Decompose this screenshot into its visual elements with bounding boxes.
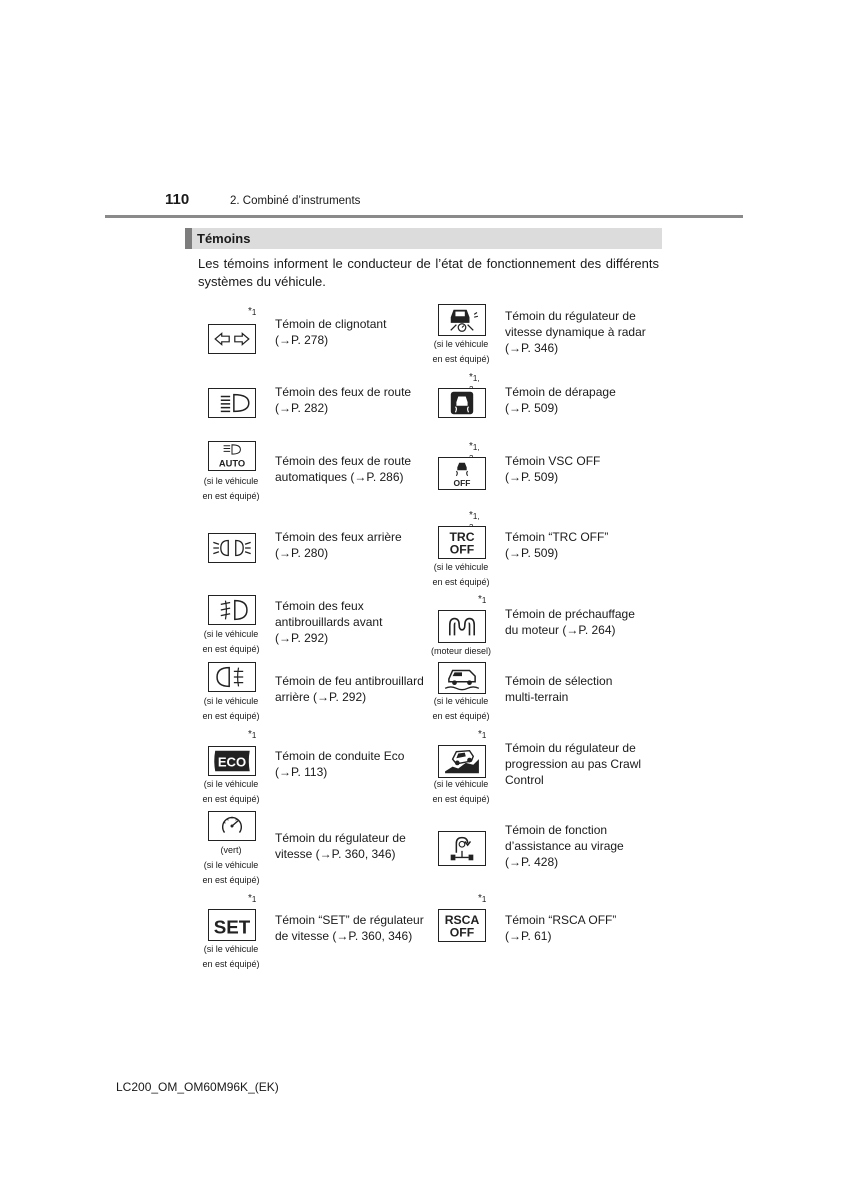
desc-line: (→P. 428) xyxy=(505,855,559,869)
desc-line: Témoin des feux xyxy=(275,599,364,613)
footnote-marker: $*_1$ xyxy=(248,729,257,740)
slip-icon xyxy=(438,388,486,418)
footnote-marker: $*_{1,}$ xyxy=(469,510,480,521)
desc-line: (→P. 292) xyxy=(275,631,329,645)
desc-line: Témoin VSC OFF xyxy=(505,454,601,468)
desc-line: multi-terrain xyxy=(505,690,569,704)
footnote-marker: $*_1$ xyxy=(248,306,257,317)
availability-note: (si le véhicule en est équipé) xyxy=(202,696,260,721)
desc-line: de vitesse (→P. 360, 346) xyxy=(275,929,413,943)
desc-line: Témoin des feux de route xyxy=(275,454,412,468)
desc-line: progression au pas Crawl xyxy=(505,757,642,771)
desc-line: Témoin de conduite Eco xyxy=(275,749,405,763)
desc-line: Témoin de sélection xyxy=(505,674,613,688)
rear-fog-light-icon xyxy=(208,662,256,692)
chapter-title: 2. Combiné d’instruments xyxy=(230,195,361,207)
desc-line: Témoin “TRC OFF” xyxy=(505,530,609,544)
svg-text:TRC: TRC xyxy=(449,530,475,545)
desc-line: Témoin des feux de route xyxy=(275,385,412,399)
auto-high-beam-icon xyxy=(208,441,256,471)
footnote-marker: $*_1$ xyxy=(478,893,487,904)
desc-line: Témoin de préchauffage xyxy=(505,607,635,621)
desc-line: Témoin du régulateur de xyxy=(275,831,406,845)
desc-line: Control xyxy=(505,773,544,787)
desc-line: d’assistance au virage xyxy=(505,839,624,853)
crawl-control-icon xyxy=(438,745,486,778)
desc-line: Témoin du régulateur de xyxy=(505,309,636,323)
intro-paragraph: Les témoins informent le conducteur de l’état de fonctionnement des différents systèmes du véhicule. xyxy=(198,256,659,289)
availability-note: (si le véhicule en est équipé) xyxy=(202,629,260,654)
svg-text:AUTO: AUTO xyxy=(218,458,246,469)
desc-line: (→P. 282) xyxy=(275,401,329,415)
desc-line: Témoin “RSCA OFF” xyxy=(505,913,617,927)
desc-line: (→P. 280) xyxy=(275,546,329,560)
desc-line: Témoin de fonction xyxy=(505,823,608,837)
availability-note: (moteur diesel) xyxy=(430,646,492,656)
availability-note: (si le véhicule en est équipé) xyxy=(432,339,490,364)
desc-line: (→P. 509) xyxy=(505,546,559,560)
desc-line: Témoin de clignotant xyxy=(275,317,387,331)
desc-line: Témoin du régulateur de xyxy=(505,741,636,755)
front-fog-light-icon xyxy=(208,595,256,625)
header-rule xyxy=(105,215,743,218)
desc-line: (→P. 346) xyxy=(505,341,559,355)
desc-line: Témoin de dérapage xyxy=(505,385,616,399)
footnote-marker: $*_{1,}$ xyxy=(469,441,480,452)
desc-line: (→P. 113) xyxy=(275,765,328,779)
page-number: 110 xyxy=(165,191,190,208)
desc-line: vitesse (→P. 360, 346) xyxy=(275,847,396,861)
desc-line: (→P. 61) xyxy=(505,929,552,943)
availability-note: (si le véhicule en est équipé) xyxy=(202,476,260,501)
availability-note: (si le véhicule en est équipé) xyxy=(202,779,260,804)
section-heading xyxy=(185,228,662,249)
section-title: Témoins xyxy=(197,231,251,246)
cruise-control-icon xyxy=(208,811,256,841)
high-beam-icon xyxy=(208,388,256,418)
desc-line: Témoin des feux arrière xyxy=(275,530,402,544)
section-bar xyxy=(185,228,192,249)
footnote-marker: $*_1$ xyxy=(248,893,257,904)
turn-signal-icon xyxy=(208,324,256,354)
turn-assist-icon xyxy=(438,831,486,866)
desc-line: Témoin de feu antibrouillard xyxy=(275,674,424,688)
desc-line: (→P. 278) xyxy=(275,333,329,347)
desc-line: antibrouillards avant xyxy=(275,615,383,629)
svg-text:ECO: ECO xyxy=(217,754,247,770)
availability-note: (si le véhicule en est équipé) xyxy=(432,779,490,804)
desc-line: arrière (→P. 292) xyxy=(275,690,367,704)
availability-note: (si le véhicule en est équipé) xyxy=(432,696,490,721)
glow-plug-icon xyxy=(438,610,486,643)
svg-text:SET: SET xyxy=(213,916,251,938)
desc-line: du moteur (→P. 264) xyxy=(505,623,616,637)
desc-line: (→P. 509) xyxy=(505,401,559,415)
rsca-off-icon xyxy=(438,909,486,942)
trc-off-icon xyxy=(438,526,486,559)
eco-icon xyxy=(208,746,256,776)
svg-text:OFF: OFF xyxy=(449,542,475,557)
radar-cruise-icon xyxy=(438,304,486,336)
desc-line: (→P. 509) xyxy=(505,470,559,484)
desc-line: automatiques (→P. 286) xyxy=(275,470,404,484)
availability-note: (si le véhicule en est équipé) xyxy=(202,944,260,969)
footnote-marker: $*_1$ xyxy=(478,729,487,740)
footnote-marker: $*_{1,}$ xyxy=(469,372,480,383)
svg-text:RSCA: RSCA xyxy=(444,913,480,928)
vsc-off-icon xyxy=(438,457,486,490)
footnote-marker: $*_1$ xyxy=(478,594,487,605)
set-icon xyxy=(208,909,256,941)
desc-line: vitesse dynamique à radar xyxy=(505,325,646,339)
availability-note: (si le véhicule en est équipé) xyxy=(432,562,490,587)
svg-text:OFF: OFF xyxy=(453,478,471,489)
footer-code: LC200_OM_OM60M96K_(EK) xyxy=(116,1080,279,1094)
desc-line: Témoin “SET” de régulateur xyxy=(275,913,424,927)
tail-light-icon xyxy=(208,533,256,563)
availability-note: (vert) (si le véhicule en est équipé) xyxy=(202,845,260,885)
multi-terrain-icon xyxy=(438,662,486,694)
svg-text:OFF: OFF xyxy=(449,925,475,940)
